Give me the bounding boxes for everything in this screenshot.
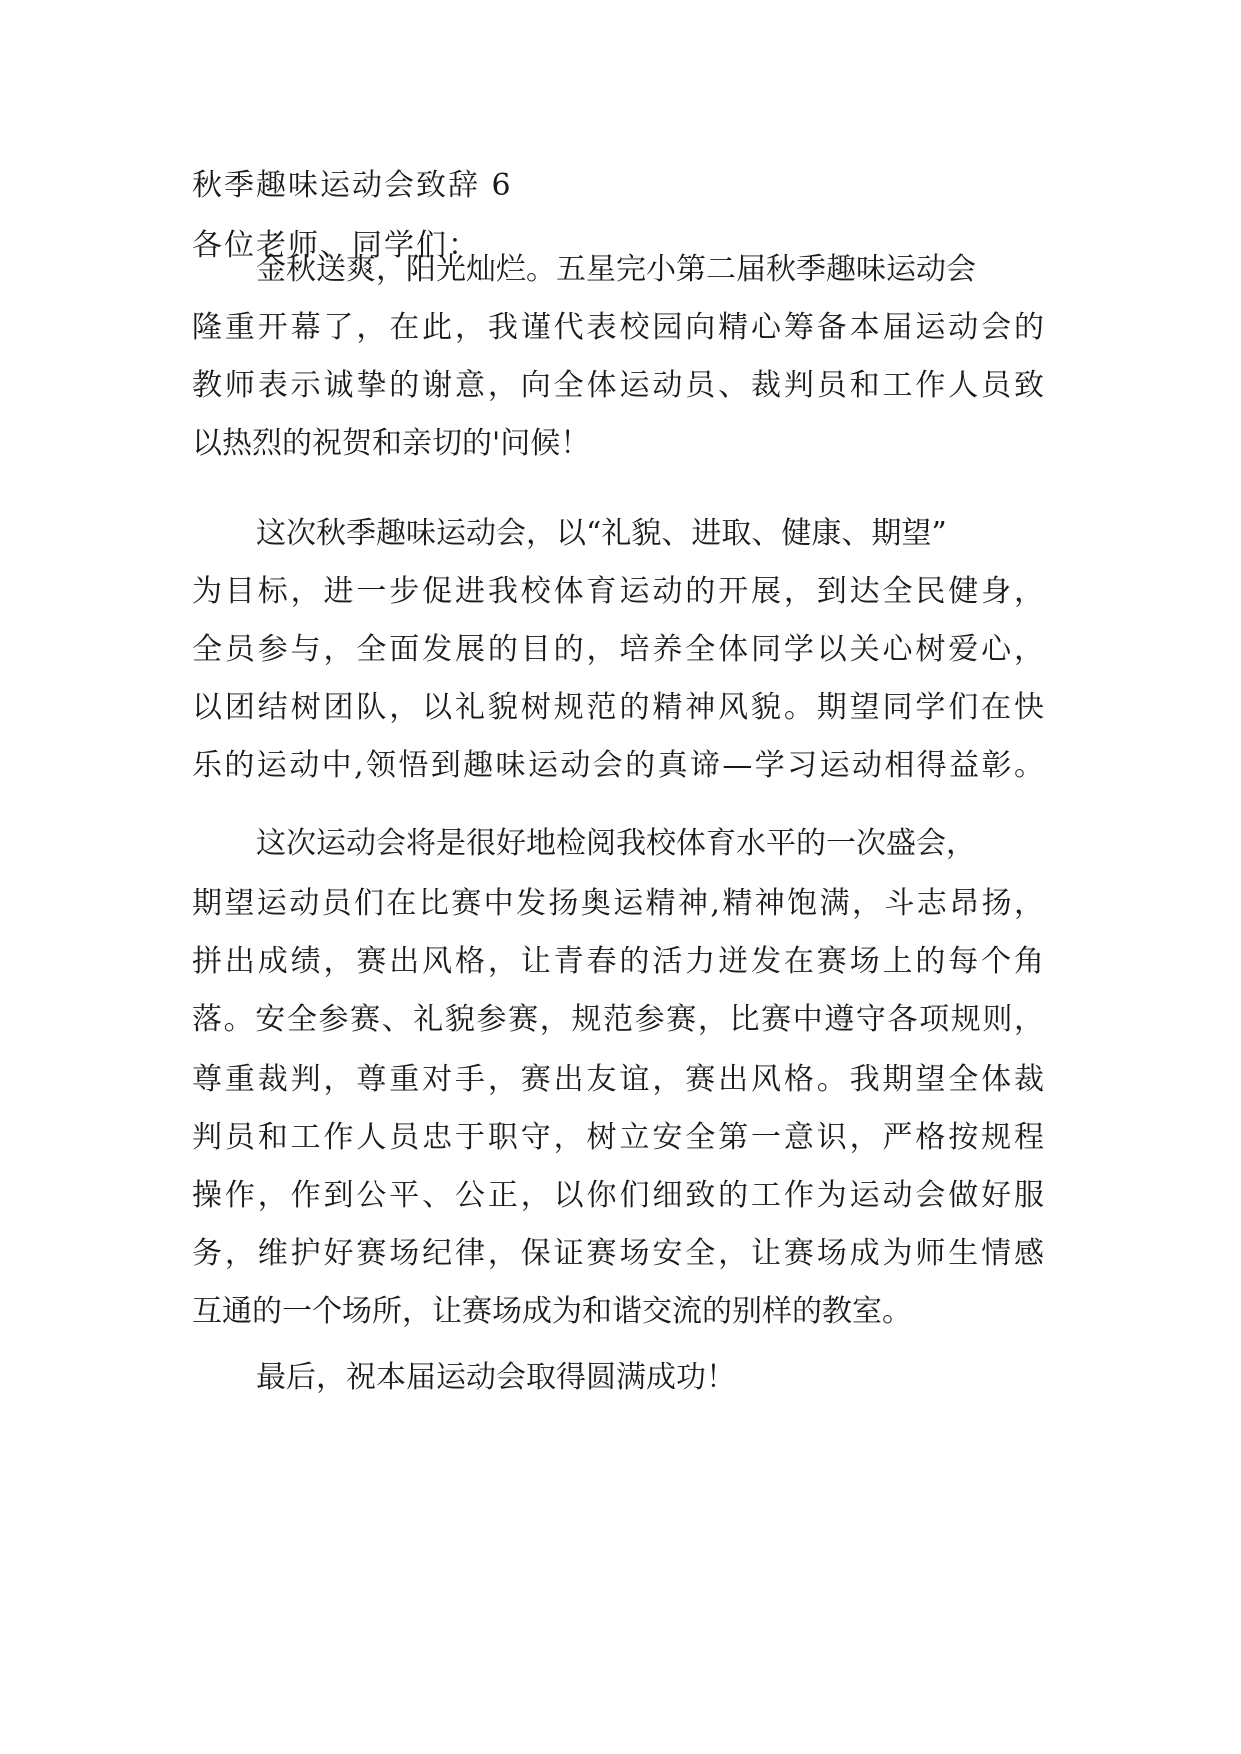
paragraph-line: 落。安全参赛、礼貌参赛，规范参赛，比赛中遵守各项规则， bbox=[192, 1002, 1044, 1037]
paragraph-line: 金秋送爽，阳光灿烂。五星完小第二届秋季趣味运动会 bbox=[256, 252, 976, 287]
paragraph-line: 尊重裁判，尊重对手，赛出友谊，赛出风格。我期望全体裁 bbox=[192, 1062, 1044, 1097]
paragraph-line: 以热烈的祝贺和亲切的'问候！ bbox=[192, 426, 591, 461]
paragraph-line: 拼出成绩，赛出风格，让青春的活力迸发在赛场上的每个角 bbox=[192, 944, 1044, 979]
paragraph-line: 隆重开幕了，在此，我谨代表校园向精心筹备本届运动会的 bbox=[192, 310, 1044, 345]
paragraph-line: 以团结树团队，以礼貌树规范的精神风貌。期望同学们在快 bbox=[192, 690, 1044, 725]
salutation: 各位老师、同学们： bbox=[192, 228, 480, 263]
paragraph-line: 这次秋季趣味运动会，以“礼貌、进取、健康、期望” bbox=[256, 516, 947, 551]
paragraph-line: 最后，祝本届运动会取得圆满成功！ bbox=[256, 1360, 736, 1395]
paragraph-line: 互通的一个场所，让赛场成为和谐交流的别样的教室。 bbox=[192, 1294, 912, 1329]
paragraph-line: 为目标，进一步促进我校体育运动的开展，到达全民健身， bbox=[192, 574, 1044, 609]
paragraph-line: 这次运动会将是很好地检阅我校体育水平的一次盛会， bbox=[256, 826, 976, 861]
paragraph-line: 判员和工作人员忠于职守，树立安全第一意识，严格按规程 bbox=[192, 1120, 1044, 1155]
document-title: 秋季趣味运动会致辞 6 bbox=[192, 168, 513, 203]
paragraph-line: 操作，作到公平、公正，以你们细致的工作为运动会做好服 bbox=[192, 1178, 1044, 1213]
paragraph-line: 全员参与，全面发展的目的，培养全体同学以关心树爱心， bbox=[192, 632, 1044, 667]
paragraph-line: 务，维护好赛场纪律，保证赛场安全，让赛场成为师生情感 bbox=[192, 1236, 1044, 1271]
paragraph-line: 乐的运动中,领悟到趣味运动会的真谛—学习运动相得益彰。 bbox=[192, 748, 1044, 783]
paragraph-line: 期望运动员们在比赛中发扬奥运精神,精神饱满，斗志昂扬， bbox=[192, 886, 1044, 921]
paragraph-line: 教师表示诚挚的谢意，向全体运动员、裁判员和工作人员致 bbox=[192, 368, 1044, 403]
